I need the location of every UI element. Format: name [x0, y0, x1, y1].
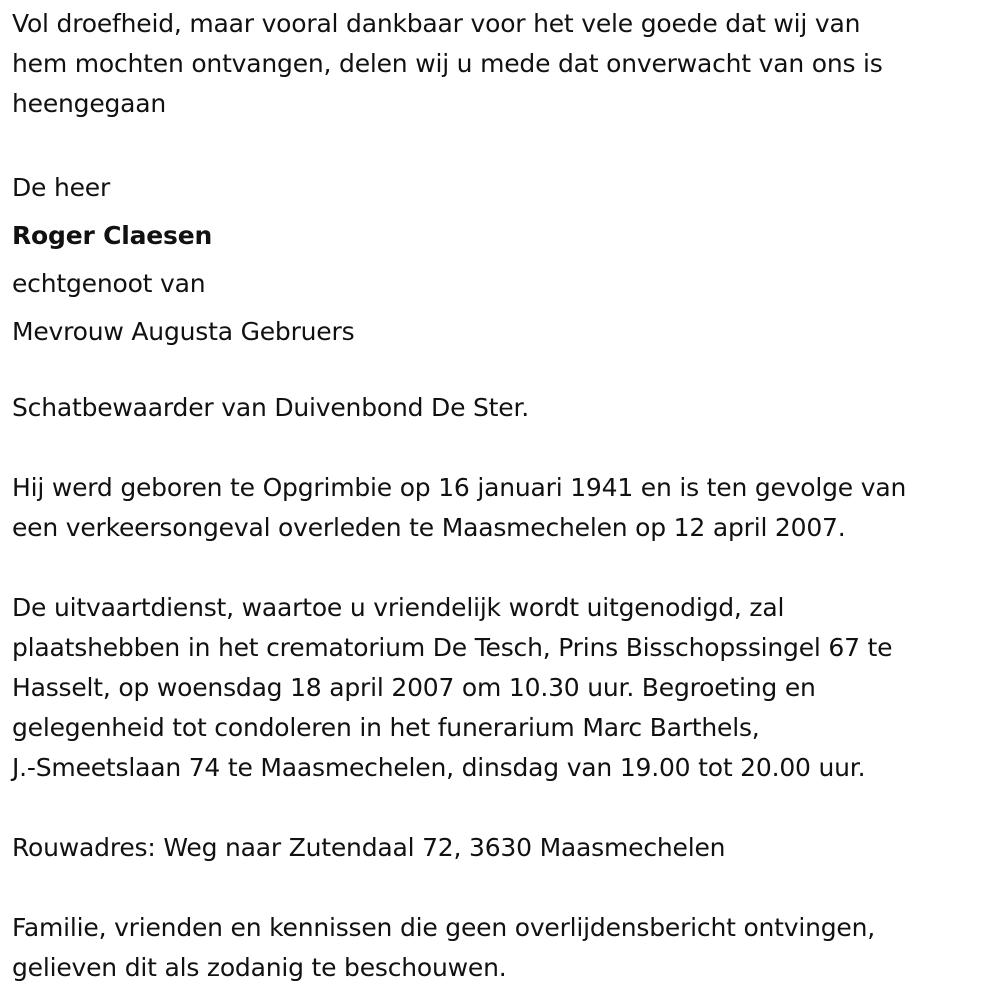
service-line: J.-Smeetslaan 74 te Maasmechelen, dinsdag van 19.00 tot 20.00 uur. — [12, 753, 866, 782]
service-line: gelegenheid tot condoleren in het funerarium Marc Barthels, — [12, 713, 760, 742]
deceased-block — [12, 164, 992, 356]
closing-paragraph — [12, 908, 992, 988]
deceased-title: De heer — [12, 173, 111, 202]
intro-line: Vol droefheid, maar vooral dankbaar voor het vele goede dat wij van — [12, 9, 861, 38]
intro-paragraph — [12, 4, 992, 124]
spacer — [12, 868, 992, 908]
service-line: De uitvaartdienst, waartoe u vriendelijk wordt uitgenodigd, zal — [12, 593, 785, 622]
intro-line: hem mochten ontvangen, delen wij u mede dat onverwacht van ons is — [12, 49, 883, 78]
service-line: plaatshebben in het crematorium De Tesch, Prins Bisschopssingel 67 te — [12, 633, 893, 662]
role-paragraph — [12, 388, 992, 428]
spacer — [12, 428, 992, 468]
closing-line: gelieven dit als zodanig te beschouwen. — [12, 953, 507, 982]
spacer — [12, 548, 992, 588]
birth-death-line: Hij werd geboren te Opgrimbie op 16 januari 1941 en is ten gevolge van — [12, 473, 907, 502]
relation-text: echtgenoot van — [12, 269, 206, 298]
role-text: Schatbewaarder van Duivenbond De Ster. — [12, 393, 529, 422]
deceased-name: Roger Claesen — [12, 221, 213, 250]
spacer — [12, 356, 992, 388]
spacer — [12, 124, 992, 164]
closing-line: Familie, vrienden en kennissen die geen overlijdensbericht ontvingen, — [12, 913, 876, 942]
spouse-name: Mevrouw Augusta Gebruers — [12, 317, 355, 346]
intro-line: heengegaan — [12, 89, 167, 118]
obituary-notice — [12, 4, 992, 988]
address-paragraph — [12, 828, 992, 868]
spacer — [12, 788, 992, 828]
service-line: Hasselt, op woensdag 18 april 2007 om 10.30 uur. Begroeting en — [12, 673, 816, 702]
birth-death-paragraph — [12, 468, 992, 548]
mourning-address: Rouwadres: Weg naar Zutendaal 72, 3630 Maasmechelen — [12, 833, 726, 862]
service-paragraph — [12, 588, 992, 788]
birth-death-line: een verkeersongeval overleden te Maasmechelen op 12 april 2007. — [12, 513, 846, 542]
